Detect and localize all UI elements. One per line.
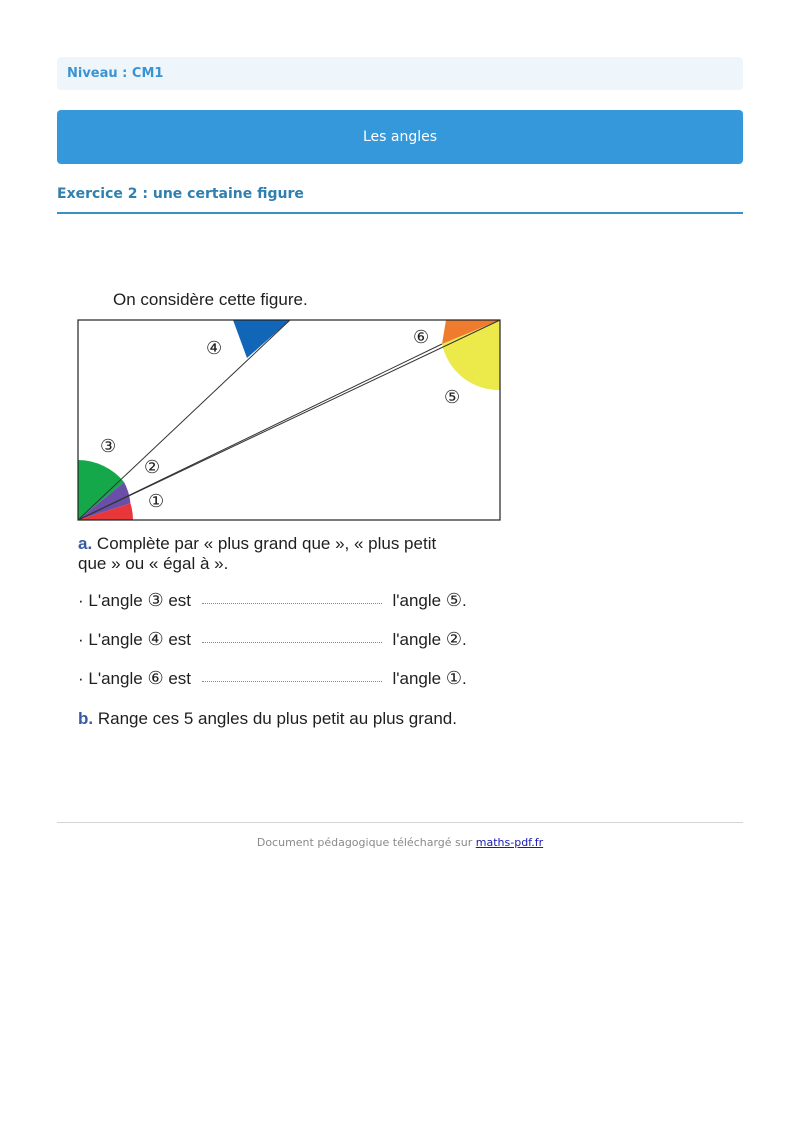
item-verb: est — [168, 669, 191, 688]
exercise-intro: On considère cette figure. — [113, 290, 308, 309]
part-a-line2: que » ou « égal à ». — [78, 554, 229, 573]
item-right: l'angle — [392, 669, 442, 688]
part-a-label: a. — [78, 534, 93, 553]
level-bar — [57, 57, 743, 90]
ray-to-corner-2 — [78, 344, 442, 520]
item-verb: est — [168, 591, 191, 610]
item-left: L'angle — [88, 669, 143, 688]
level-label: Niveau : CM1 — [67, 66, 164, 81]
exercise-title: Exercice 2 : une certaine figure — [57, 186, 743, 214]
figure-label-6: ⑥ — [413, 327, 430, 348]
part-b-line — [78, 709, 457, 729]
item-left-num: ③ — [147, 590, 164, 611]
item-right-num: ① — [445, 668, 462, 689]
footer-divider — [57, 822, 743, 823]
figure-label-4: ④ — [206, 338, 223, 359]
bullet: · — [78, 630, 84, 649]
footer-link[interactable]: maths-pdf.fr — [475, 836, 544, 849]
answer-blank[interactable] — [202, 641, 382, 643]
angle-4-sector — [233, 320, 290, 358]
question-item-1 — [78, 590, 467, 611]
part-a-text: Complète par « plus grand que », « plus petit — [96, 534, 437, 553]
item-right-num: ⑤ — [445, 590, 462, 611]
question-item-3 — [78, 668, 467, 689]
item-end: . — [461, 669, 467, 688]
item-right: l'angle — [392, 591, 442, 610]
answer-blank[interactable] — [202, 602, 382, 604]
footer-text: Document pédagogique téléchargé sur — [256, 836, 473, 849]
part-b-text: Range ces 5 angles du plus petit au plus grand. — [97, 709, 457, 728]
item-end: . — [461, 630, 467, 649]
bullet: · — [78, 669, 84, 688]
footer — [57, 836, 743, 849]
figure-label-2: ② — [144, 457, 161, 478]
item-left: L'angle — [88, 591, 143, 610]
item-right: l'angle — [392, 630, 442, 649]
item-left-num: ⑥ — [147, 668, 164, 689]
page-title: Les angles — [362, 129, 438, 145]
item-left: L'angle — [88, 630, 143, 649]
part-b-label: b. — [78, 709, 94, 728]
item-verb: est — [168, 630, 191, 649]
bullet: · — [78, 591, 84, 610]
question-item-2 — [78, 629, 467, 650]
title-bar — [57, 110, 743, 164]
ray-to-corner — [78, 320, 500, 520]
answer-blank[interactable] — [202, 680, 382, 682]
ray-to-top — [78, 320, 290, 520]
item-right-num: ② — [445, 629, 462, 650]
part-a-line1 — [78, 534, 436, 554]
item-left-num: ④ — [147, 629, 164, 650]
figure-label-1: ① — [148, 491, 165, 512]
figure-label-5: ⑤ — [444, 387, 461, 408]
figure-label-3: ③ — [100, 436, 117, 457]
item-end: . — [461, 591, 467, 610]
